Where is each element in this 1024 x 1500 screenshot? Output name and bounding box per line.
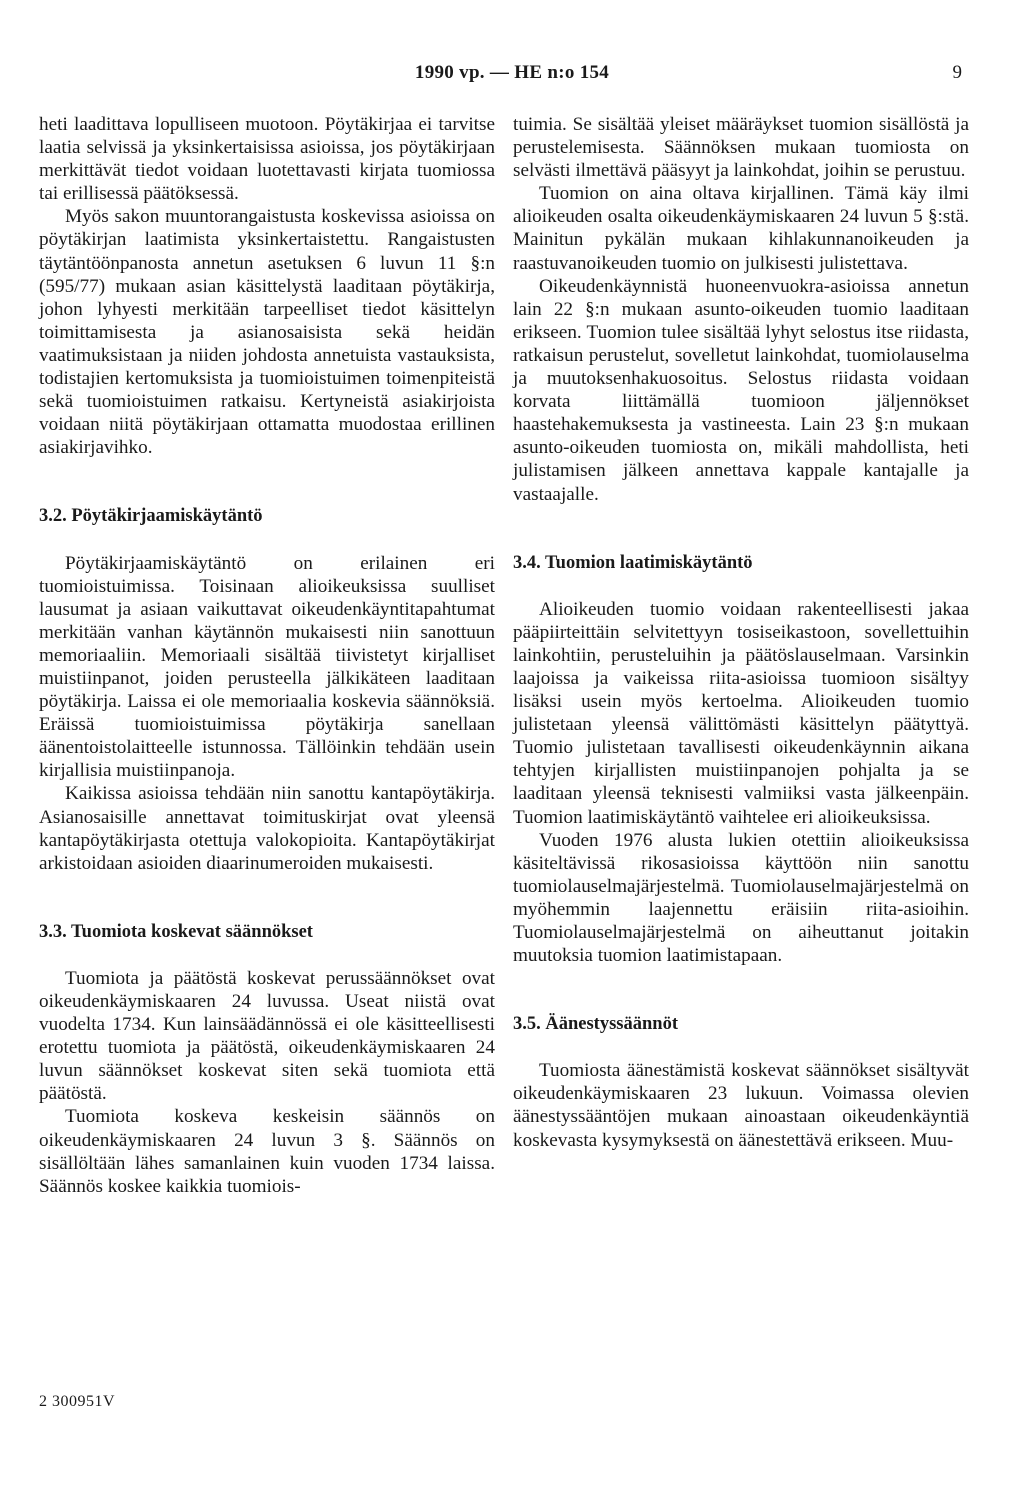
paragraph: Kaikissa asioissa tehdään niin sanottu kantapöytäkirja. Asianosaisille annettavat toimituskirjat ovat yleensä kantapöytäkirjasta otettuja valokopioita. Kantapöytäkirjat arkistoidaan asioiden diaarinumeroiden mukaisesti. [39,783,495,874]
paragraph: Alioikeuden tuomio voidaan rakenteellisesti jakaa pääpiirteittäin selvitettyyn tosiseikastoon, sovellettuihin lainkohtiin, perusteluihin ja päätöslauselmaan. Varsinkin laajoissa ja vaikeissa riita-asioissa tuomioon sisältyy lisäksi usein myös kertoelma. Alioikeuden tuomio julistetaan yleensä välittömästi käsittelyn päätyttyä. Tuomio julistetaan tavallisesti oikeudenkäynnin aikana tehtyjen kirjallisten muistiinpanojen pohjalta ja se laaditaan yleensä teknisesti valmiiksi vasta jälkeenpäin. Tuomion laatimiskäytäntö vaihtelee eri alioikeuksissa. [513,598,969,828]
paragraph: Tuomiota ja päätöstä koskevat perussäännökset ovat oikeudenkäymiskaaren 24 luvussa. Useat niistä ovat vuodelta 1734. Kun lainsäädännössä ei ole käsitteellisesti erotettu tuomiota ja päätöstä, oikeudenkäymiskaaren 24 luvun säännökset koskevat siten sekä tuomiota että päätöstä. [39,967,495,1105]
paragraph: Vuoden 1976 alusta lukien otettiin alioikeuksissa käsiteltävissä rikosasioissa käyttöön niin sanottu tuomiolauselmajärjestelmä. Tuomiolauselmajärjestelmä on myöhemmin laajennettu eräisiin riita-asioihin. Tuomiolauselmajärjestelmä on aiheuttanut joitakin muutoksia tuomion laatimistapaan. [513,829,969,967]
right-column [513,113,969,1152]
paragraph: Myös sakon muuntorangaistusta koskevissa asioissa on pöytäkirjan laatimista yksinkertaistettu. Rangaistusten täytäntöönpanosta annetun asetuksen 6 luvun 11 §:n (595/77) mukaan asian käsittelystä laaditaan pöytäkirja, johon lyhyesti merkitään tarpeelliset tiedot käsittelyn toimittamisesta ja asianosaisista sekä heidän vaatimuksistaan ja niiden johdosta annetuista vastauksista, todistajien kertomuksista ja tuomioistuimen toimenpiteistä sekä tuomioistuimen ratkaisu. Kertyneistä asiakirjoista voidaan niitä pöytäkirjaan ottamatta muodostaa erillinen asiakirjavihko. [39,206,495,459]
section-heading-3-4: 3.4. Tuomion laatimiskäytäntö [513,552,753,573]
left-column [39,113,495,1198]
paragraph: Tuomiota koskeva keskeisin säännös on oikeudenkäymiskaaren 24 luvun 3 §. Säännös on sisällöltään lähes samanlainen kuin vuoden 1734 laissa. Säännös koskee kaikkia tuomiois- [39,1106,495,1197]
section-heading-3-2: 3.2. Pöytäkirjaamiskäytäntö [39,506,263,527]
paragraph: heti laadittava lopulliseen muotoon. Pöytäkirjaa ei tarvitse laatia selvissä ja yksinkertaisissa asioissa, jos pöytäkirjaan merkittävät tiedot voidaan luotettavasti kirjata tuomiossa tai erillisessä päätöksessä. [39,114,495,205]
paragraph: tuimia. Se sisältää yleiset määräykset tuomion sisällöstä ja perustelemisesta. Säännöksen mukaan tuomiosta on selvästi ilmettävä pääsyyt ja lainkohdat, joihin se perustuu. [513,114,969,182]
footer-code: 2 300951V [39,1393,116,1410]
section-heading-3-3: 3.3. Tuomiota koskevat säännökset [39,921,313,942]
page-number: 9 [952,62,962,83]
page-header [0,62,1024,92]
paragraph: Tuomiosta äänestämistä koskevat säännökset sisältyvät oikeudenkäymiskaaren 23 lukuun. Voimassa olevien äänestyssääntöjen mukaan ainoastaan oikeudenkäyntiä koskevasta kysymyksestä on äänestettävä erikseen. Muu- [513,1060,969,1151]
paragraph: Tuomion on aina oltava kirjallinen. Tämä käy ilmi alioikeuden osalta oikeudenkäymiskaaren 24 luvun 5 §:stä. Mainitun pykälän mukaan kihlakunnanoikeuden ja raastuvanoikeuden tuomio on julkisesti julistettava. [513,183,969,274]
section-heading-3-5: 3.5. Äänestyssäännöt [513,1014,678,1035]
header-title: 1990 vp. — HE n:o 154 [414,62,610,83]
paragraph: Pöytäkirjaamiskäytäntö on erilainen eri tuomioistuimissa. Toisinaan alioikeuksissa suulliset lausumat ja asiaan vaikuttavat oikeudenkäyntitapahtumat merkitään vanhan käytännön mukaisesti niin sanottuun memoriaaliin. Memoriaali sisältää tiivistetyt kirjalliset muistiinpanot, joiden perusteella jälkikäteen laaditaan pöytäkirja. Laissa ei ole memoriaalia koskevia säännöksiä. Eräissä tuomioistuimissa pöytäkirja sanellaan äänentoistolaitteelle istunnossa. Tällöinkin tehdään usein kirjallisia muistiinpanoja. [39,552,495,782]
paragraph: Oikeudenkäynnistä huoneenvuokra-asioissa annetun lain 22 §:n mukaan asunto-oikeuden tuomio laaditaan erikseen. Tuomion tulee sisältää lyhyt selostus itse riidasta, ratkaisun perustelut, sovelletut lainkohdat, tuomiolauselma ja muutoksenhakuosoitus. Selostus riidasta voidaan korvata liittämällä tuomioon jäljennökset haastehakemuksesta ja vastineesta. Lain 23 §:n mukaan asunto-oikeuden tuomiosta on, mikäli mahdollista, heti julistamisen jälkeen annettava kappale kantajalle ja vastaajalle. [513,275,969,505]
